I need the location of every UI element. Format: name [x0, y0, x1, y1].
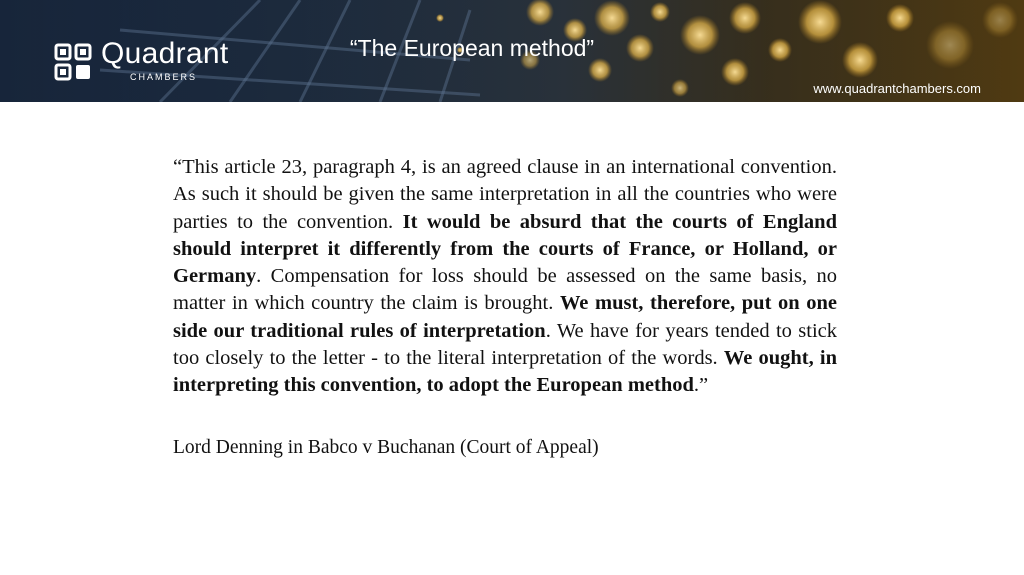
- quadrant-logo-icon: [54, 43, 92, 81]
- logo-wordmark: Quadrant: [101, 37, 229, 70]
- logo-subtitle: CHAMBERS: [130, 72, 198, 82]
- quote-text: . We have for years tended to stick too closely to the letter - to the literal interpretation of the words.: [173, 319, 837, 370]
- quote-paragraph: [173, 154, 837, 400]
- quote-attribution: Lord Denning in Babco v Buchanan (Court of Appeal): [173, 437, 599, 458]
- quote-text: .”: [693, 374, 709, 397]
- quote-text: “This article 23, paragraph 4, is an agreed clause in an international convention. As such it should be given the same interpretation in all the countries who were parties to the convention.: [173, 156, 837, 233]
- quote-emphasis: We must, therefore, put on one side our traditional rules of interpretation: [173, 292, 837, 342]
- website-url: www.quadrantchambers.com: [813, 81, 981, 96]
- quote-emphasis: We ought, in interpreting this convention, to adopt the European method: [173, 347, 837, 397]
- slide-title: “The European method”: [349, 35, 595, 61]
- quote-emphasis: It would be absurd that the courts of England should interpret it differently from the courts of France, or Holland, or Germany: [173, 210, 837, 288]
- header-banner: [0, 0, 1024, 102]
- quote-text: . Compensation for loss should be assessed on the same basis, no matter in which country the claim is brought.: [173, 265, 837, 315]
- quadrant-chambers-logo: [54, 37, 254, 86]
